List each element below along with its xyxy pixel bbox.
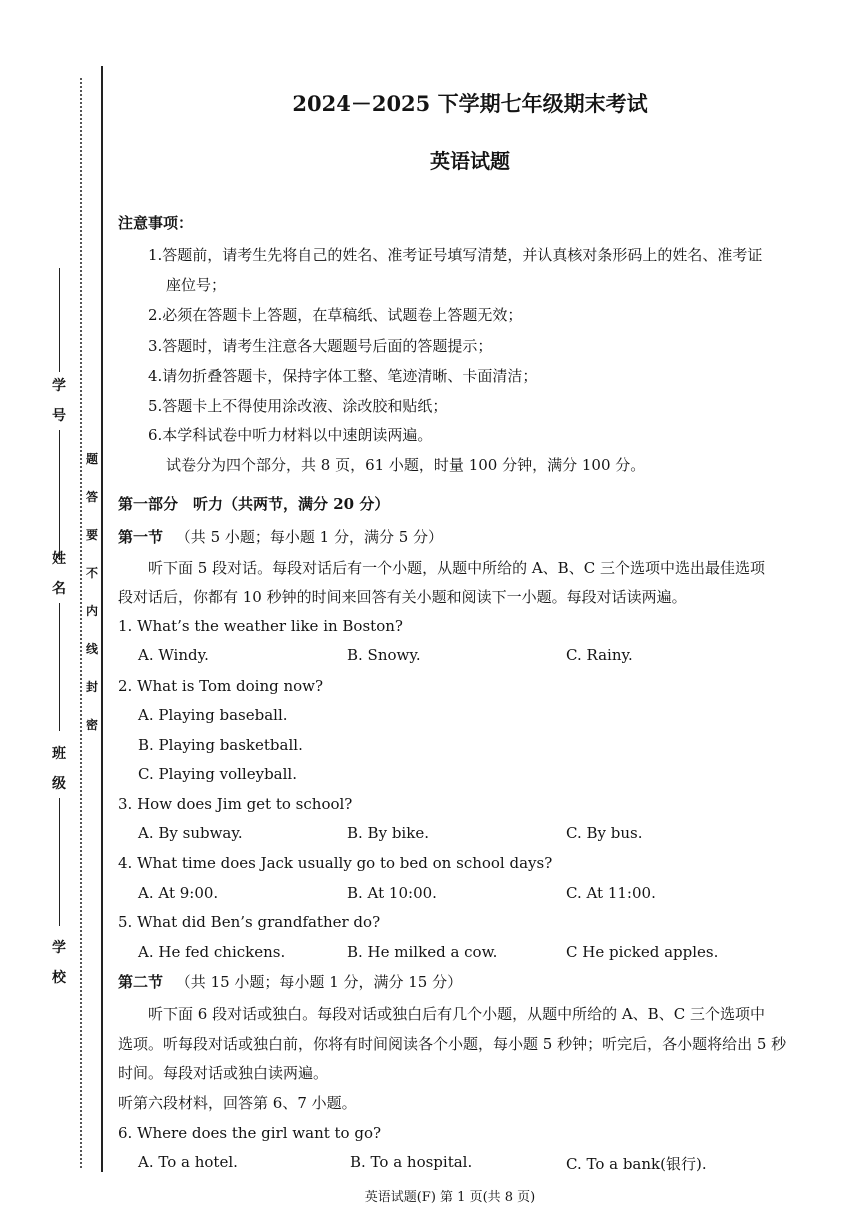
option-b: B. Playing basketball. — [138, 736, 303, 754]
option-c: C. Playing volleyball. — [138, 765, 297, 783]
question-stem: 4. What time does Jack usually go to bed on school days? — [118, 854, 553, 872]
binding-dotted-line — [80, 78, 82, 1168]
student-id-blank — [59, 268, 60, 372]
option-a: A. Windy. — [138, 646, 209, 664]
seal-warning-char: 线 — [85, 642, 98, 656]
option-b: B. To a hospital. — [350, 1153, 473, 1171]
notice-item: 2.必须在答题卡上答题，在草稿纸、试题卷上答题无效； — [148, 306, 523, 324]
notice-item: 3.答题时，请考生注意各大题题号后面的答题提示； — [148, 337, 493, 355]
option-b: B. He milked a cow. — [347, 943, 498, 961]
option-a: A. Playing baseball. — [138, 706, 288, 724]
option-a: A. He fed chickens. — [138, 943, 286, 961]
option-b: B. At 10:00. — [347, 884, 437, 902]
option-c: C. By bus. — [566, 824, 643, 842]
option-b: B. By bike. — [347, 824, 429, 842]
class-label-char: 班 — [52, 746, 66, 762]
section1-instruction: 段对话后，你都有 10 秒钟的时间来回答有关小题和阅读下一小题。每段对话读两遍。 — [118, 588, 687, 606]
notice-heading: 注意事项： — [118, 214, 194, 232]
student-id-blank — [59, 430, 60, 560]
section2-note: （共 15 小题；每小题 1 分，满分 15 分） — [175, 973, 463, 991]
seal-warning-char: 不 — [85, 566, 98, 580]
section2-instruction: 选项。听每段对话或独白前，你将有时间阅读各个小题，每小题 5 秒钟；听完后，各小题将给出 5 秒 — [118, 1035, 787, 1053]
section2-instruction: 时间。每段对话或独白读两遍。 — [118, 1064, 329, 1082]
option-c: C. Rainy. — [566, 646, 633, 664]
part1-heading: 第一部分 听力（共两节，满分 20 分） — [118, 495, 390, 513]
question-stem: 5. What did Ben’s grandfather do? — [118, 913, 381, 931]
seal-warning-char: 答 — [85, 490, 98, 504]
seal-warning-char: 要 — [85, 528, 98, 542]
seal-line-warning — [83, 452, 101, 732]
name-label-char: 姓 — [52, 551, 66, 567]
question-stem: 2. What is Tom doing now? — [118, 677, 324, 695]
option-a: A. At 9:00. — [138, 884, 219, 902]
exam-title: 2024－2025 下学期七年级期末考试 — [292, 91, 648, 116]
option-c: C. At 11:00. — [566, 884, 656, 902]
class-blank — [59, 798, 60, 926]
notice-item: 5.答题卡上不得使用涂改液、涂改胶和贴纸； — [148, 397, 448, 415]
question-stem: 6. Where does the girl want to go? — [118, 1124, 382, 1142]
student-id-label-char: 号 — [52, 408, 66, 424]
notice-summary: 试卷分为四个部分，共 8 页，61 小题，时量 100 分钟，满分 100 分。 — [166, 456, 646, 474]
student-id-field — [48, 268, 70, 560]
option-c: C He picked apples. — [566, 943, 719, 961]
question-stem: 3. How does Jim get to school? — [118, 795, 353, 813]
name-field — [48, 551, 70, 731]
section2-heading: 第二节 — [118, 973, 164, 991]
page-footer: 英语试题(F) 第 1 页(共 8 页) — [364, 1190, 536, 1205]
seal-warning-char: 密 — [85, 718, 98, 732]
option-b: B. Snowy. — [347, 646, 421, 664]
option-c: C. To a bank(银行). — [566, 1155, 707, 1173]
student-id-label-char: 学 — [52, 378, 66, 394]
section2-instruction: 听下面 6 段对话或独白。每段对话或独白后有几个小题，从题中所给的 A、B、C 三个选项中 — [148, 1005, 765, 1023]
option-a: A. To a hotel. — [138, 1153, 238, 1171]
section1-header — [118, 527, 443, 547]
section1-instruction: 听下面 5 段对话。每段对话后有一个小题，从题中所给的 A、B、C 三个选项中选出最佳选项 — [148, 559, 765, 577]
name-blank — [59, 603, 60, 731]
notice-item: 4.请勿折叠答题卡，保持字体工整、笔迹清晰、卡面清洁； — [148, 367, 538, 385]
class-label-char: 级 — [52, 776, 66, 792]
question-stem: 1. What’s the weather like in Boston? — [118, 617, 403, 635]
section1-heading: 第一节 — [118, 528, 164, 546]
seal-warning-char: 内 — [85, 604, 98, 618]
class-field — [48, 746, 70, 926]
seal-warning-char: 题 — [85, 452, 98, 466]
exam-subtitle: 英语试题 — [430, 149, 510, 173]
section2-header — [118, 972, 462, 992]
binding-solid-line — [101, 66, 103, 1172]
notice-item: 6.本学科试卷中听力材料以中速朗读两遍。 — [148, 426, 433, 444]
option-a: A. By subway. — [138, 824, 243, 842]
notice-item: 1.答题前，请考生先将自己的姓名、准考证号填写清楚，并认真核对条形码上的姓名、准考证 — [148, 246, 763, 264]
school-field — [48, 940, 70, 986]
section1-note: （共 5 小题；每小题 1 分，满分 5 分） — [175, 528, 444, 546]
school-label-char: 校 — [52, 970, 66, 986]
school-label-char: 学 — [52, 940, 66, 956]
seal-warning-char: 封 — [85, 680, 98, 694]
material-note: 听第六段材料，回答第 6、7 小题。 — [118, 1094, 357, 1112]
name-label-char: 名 — [52, 581, 66, 597]
notice-item: 座位号； — [166, 276, 227, 294]
